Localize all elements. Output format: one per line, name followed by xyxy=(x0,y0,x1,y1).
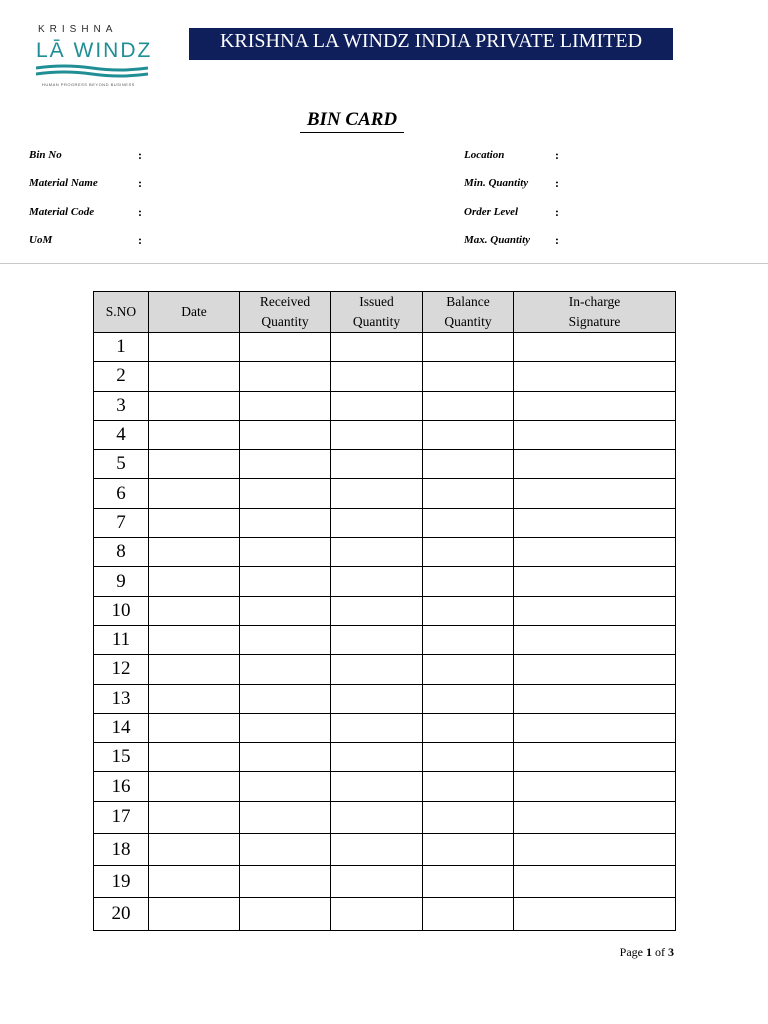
column-header-received-line1: Received xyxy=(259,294,311,309)
page-number-current: 1 xyxy=(646,945,652,959)
incharge-signature-cell[interactable] xyxy=(514,479,676,508)
table-row xyxy=(94,684,676,713)
incharge-signature-cell[interactable] xyxy=(514,391,676,420)
received-quantity-cell[interactable] xyxy=(240,713,331,742)
column-header-incharge-signature xyxy=(514,292,676,333)
field-location-colon: : xyxy=(555,148,559,162)
column-header-sno xyxy=(94,292,149,333)
column-header-balance-quantity xyxy=(423,292,514,333)
serial-number-cell: 2 xyxy=(94,362,149,391)
table-row xyxy=(94,567,676,596)
table-row xyxy=(94,713,676,742)
date-cell[interactable] xyxy=(149,898,240,930)
serial-number-cell: 18 xyxy=(94,833,149,865)
page-number-prefix: Page xyxy=(619,945,646,959)
column-header-incharge-line1: In-charge xyxy=(568,294,621,309)
document-title: BIN CARD xyxy=(300,108,404,133)
balance-quantity-cell[interactable] xyxy=(423,391,514,420)
issued-quantity-cell[interactable] xyxy=(331,333,423,362)
serial-number-cell: 9 xyxy=(94,567,149,596)
column-header-balance-line1: Balance xyxy=(446,294,490,309)
received-quantity-cell[interactable] xyxy=(240,420,331,449)
incharge-signature-cell[interactable] xyxy=(514,684,676,713)
table-row xyxy=(94,538,676,567)
table-row xyxy=(94,833,676,865)
logo-brand-top: KRISHNA xyxy=(38,24,118,35)
table-row xyxy=(94,772,676,801)
issued-quantity-cell[interactable] xyxy=(331,833,423,865)
date-cell[interactable] xyxy=(149,625,240,654)
table-row xyxy=(94,450,676,479)
table-row xyxy=(94,362,676,391)
table-row xyxy=(94,866,676,898)
balance-quantity-cell[interactable] xyxy=(423,508,514,537)
serial-number-cell: 12 xyxy=(94,655,149,684)
incharge-signature-cell[interactable] xyxy=(514,801,676,833)
incharge-signature-cell[interactable] xyxy=(514,625,676,654)
issued-quantity-cell[interactable] xyxy=(331,866,423,898)
table-row xyxy=(94,391,676,420)
incharge-signature-cell[interactable] xyxy=(514,833,676,865)
balance-quantity-cell[interactable] xyxy=(423,713,514,742)
received-quantity-cell[interactable] xyxy=(240,625,331,654)
column-header-issued-line2: Quantity xyxy=(352,314,401,329)
received-quantity-cell[interactable] xyxy=(240,450,331,479)
issued-quantity-cell[interactable] xyxy=(331,743,423,772)
table-row xyxy=(94,479,676,508)
date-cell[interactable] xyxy=(149,772,240,801)
received-quantity-cell[interactable] xyxy=(240,567,331,596)
incharge-signature-cell[interactable] xyxy=(514,450,676,479)
balance-quantity-cell[interactable] xyxy=(423,420,514,449)
serial-number-cell: 3 xyxy=(94,391,149,420)
serial-number-cell: 4 xyxy=(94,420,149,449)
incharge-signature-cell[interactable] xyxy=(514,898,676,930)
field-material-name-colon: : xyxy=(138,176,142,190)
serial-number-cell: 10 xyxy=(94,596,149,625)
column-header-received-quantity xyxy=(240,292,331,333)
date-cell[interactable] xyxy=(149,567,240,596)
column-header-issued-quantity xyxy=(331,292,423,333)
balance-quantity-cell[interactable] xyxy=(423,596,514,625)
balance-quantity-cell[interactable] xyxy=(423,866,514,898)
incharge-signature-cell[interactable] xyxy=(514,362,676,391)
received-quantity-cell[interactable] xyxy=(240,391,331,420)
date-cell[interactable] xyxy=(149,479,240,508)
serial-number-cell: 7 xyxy=(94,508,149,537)
issued-quantity-cell[interactable] xyxy=(331,772,423,801)
date-cell[interactable] xyxy=(149,362,240,391)
date-cell[interactable] xyxy=(149,866,240,898)
balance-quantity-cell[interactable] xyxy=(423,833,514,865)
serial-number-cell: 15 xyxy=(94,743,149,772)
table-row xyxy=(94,596,676,625)
received-quantity-cell[interactable] xyxy=(240,362,331,391)
logo-tagline: HUMAN PROGRESS BEYOND BUSINESS xyxy=(42,82,135,87)
received-quantity-cell[interactable] xyxy=(240,479,331,508)
field-min-quantity-colon: : xyxy=(555,176,559,190)
serial-number-cell: 13 xyxy=(94,684,149,713)
issued-quantity-cell[interactable] xyxy=(331,567,423,596)
company-logo xyxy=(30,22,154,94)
balance-quantity-cell[interactable] xyxy=(423,450,514,479)
incharge-signature-cell[interactable] xyxy=(514,538,676,567)
date-cell[interactable] xyxy=(149,538,240,567)
issued-quantity-cell[interactable] xyxy=(331,596,423,625)
field-material-code-colon: : xyxy=(138,205,142,219)
balance-quantity-cell[interactable] xyxy=(423,898,514,930)
issued-quantity-cell[interactable] xyxy=(331,655,423,684)
balance-quantity-cell[interactable] xyxy=(423,362,514,391)
serial-number-cell: 1 xyxy=(94,333,149,362)
received-quantity-cell[interactable] xyxy=(240,772,331,801)
incharge-signature-cell[interactable] xyxy=(514,508,676,537)
field-min-quantity-label: Min. Quantity xyxy=(464,177,529,189)
field-order-level-colon: : xyxy=(555,205,559,219)
date-cell[interactable] xyxy=(149,596,240,625)
field-material-code-label: Material Code xyxy=(29,206,95,218)
field-max-quantity-colon: : xyxy=(555,233,559,247)
column-header-date-text: Date xyxy=(181,304,207,319)
received-quantity-cell[interactable] xyxy=(240,655,331,684)
page-number-total: 3 xyxy=(668,945,674,959)
serial-number-cell: 16 xyxy=(94,772,149,801)
received-quantity-cell[interactable] xyxy=(240,898,331,930)
received-quantity-cell[interactable] xyxy=(240,833,331,865)
column-header-date xyxy=(149,292,240,333)
received-quantity-cell[interactable] xyxy=(240,333,331,362)
issued-quantity-cell[interactable] xyxy=(331,713,423,742)
incharge-signature-cell[interactable] xyxy=(514,596,676,625)
table-row xyxy=(94,898,676,930)
column-header-issued-line1: Issued xyxy=(359,294,394,309)
page-number-middle: of xyxy=(652,945,668,959)
table-row xyxy=(94,508,676,537)
date-cell[interactable] xyxy=(149,333,240,362)
date-cell[interactable] xyxy=(149,833,240,865)
serial-number-cell: 17 xyxy=(94,801,149,833)
incharge-signature-cell[interactable] xyxy=(514,866,676,898)
logo-brand-main: LĀ WINDZ xyxy=(36,39,153,62)
balance-quantity-cell[interactable] xyxy=(423,479,514,508)
column-header-incharge-line2: Signature xyxy=(568,314,621,329)
serial-number-cell: 11 xyxy=(94,625,149,654)
issued-quantity-cell[interactable] xyxy=(331,508,423,537)
date-cell[interactable] xyxy=(149,743,240,772)
date-cell[interactable] xyxy=(149,391,240,420)
received-quantity-cell[interactable] xyxy=(240,538,331,567)
issued-quantity-cell[interactable] xyxy=(331,362,423,391)
bin-card-table xyxy=(93,291,676,931)
table-row xyxy=(94,625,676,654)
serial-number-cell: 5 xyxy=(94,450,149,479)
incharge-signature-cell[interactable] xyxy=(514,655,676,684)
issued-quantity-cell[interactable] xyxy=(331,898,423,930)
balance-quantity-cell[interactable] xyxy=(423,655,514,684)
logo-wave-icon xyxy=(36,64,148,80)
column-header-balance-line2: Quantity xyxy=(444,314,492,329)
field-bin-no-colon: : xyxy=(138,148,142,162)
issued-quantity-cell[interactable] xyxy=(331,684,423,713)
serial-number-cell: 6 xyxy=(94,479,149,508)
field-location-label: Location xyxy=(464,149,505,161)
balance-quantity-cell[interactable] xyxy=(423,684,514,713)
field-max-quantity-label: Max. Quantity xyxy=(464,234,531,246)
issued-quantity-cell[interactable] xyxy=(331,801,423,833)
received-quantity-cell[interactable] xyxy=(240,596,331,625)
company-name-banner: KRISHNA LA WINDZ INDIA PRIVATE LIMITED xyxy=(189,28,673,60)
received-quantity-cell[interactable] xyxy=(240,801,331,833)
received-quantity-cell[interactable] xyxy=(240,684,331,713)
date-cell[interactable] xyxy=(149,684,240,713)
issued-quantity-cell[interactable] xyxy=(331,391,423,420)
incharge-signature-cell[interactable] xyxy=(514,713,676,742)
serial-number-cell: 14 xyxy=(94,713,149,742)
balance-quantity-cell[interactable] xyxy=(423,801,514,833)
incharge-signature-cell[interactable] xyxy=(514,420,676,449)
field-uom-colon: : xyxy=(138,233,142,247)
column-header-sno-text: S.NO xyxy=(105,304,137,319)
serial-number-cell: 20 xyxy=(94,898,149,930)
balance-quantity-cell[interactable] xyxy=(423,333,514,362)
balance-quantity-cell[interactable] xyxy=(423,743,514,772)
page-number xyxy=(560,945,674,960)
received-quantity-cell[interactable] xyxy=(240,743,331,772)
date-cell[interactable] xyxy=(149,508,240,537)
received-quantity-cell[interactable] xyxy=(240,866,331,898)
date-cell[interactable] xyxy=(149,801,240,833)
issued-quantity-cell[interactable] xyxy=(331,625,423,654)
column-header-received-line2: Quantity xyxy=(261,314,309,329)
incharge-signature-cell[interactable] xyxy=(514,743,676,772)
serial-number-cell: 8 xyxy=(94,538,149,567)
date-cell[interactable] xyxy=(149,450,240,479)
date-cell[interactable] xyxy=(149,420,240,449)
table-row xyxy=(94,655,676,684)
field-material-name-label: Material Name xyxy=(29,177,98,189)
table-row xyxy=(94,743,676,772)
field-order-level-label: Order Level xyxy=(464,206,519,218)
table-row xyxy=(94,333,676,362)
incharge-signature-cell[interactable] xyxy=(514,772,676,801)
table-row xyxy=(94,420,676,449)
issued-quantity-cell[interactable] xyxy=(331,538,423,567)
incharge-signature-cell[interactable] xyxy=(514,333,676,362)
table-row xyxy=(94,801,676,833)
issued-quantity-cell[interactable] xyxy=(331,420,423,449)
date-cell[interactable] xyxy=(149,713,240,742)
date-cell[interactable] xyxy=(149,655,240,684)
field-bin-no-label: Bin No xyxy=(29,149,62,161)
table-header-row xyxy=(94,292,676,333)
balance-quantity-cell[interactable] xyxy=(423,567,514,596)
issued-quantity-cell[interactable] xyxy=(331,450,423,479)
incharge-signature-cell[interactable] xyxy=(514,567,676,596)
balance-quantity-cell[interactable] xyxy=(423,772,514,801)
section-divider xyxy=(0,263,768,264)
received-quantity-cell[interactable] xyxy=(240,508,331,537)
balance-quantity-cell[interactable] xyxy=(423,625,514,654)
balance-quantity-cell[interactable] xyxy=(423,538,514,567)
field-uom-label: UoM xyxy=(29,234,53,246)
serial-number-cell: 19 xyxy=(94,866,149,898)
issued-quantity-cell[interactable] xyxy=(331,479,423,508)
